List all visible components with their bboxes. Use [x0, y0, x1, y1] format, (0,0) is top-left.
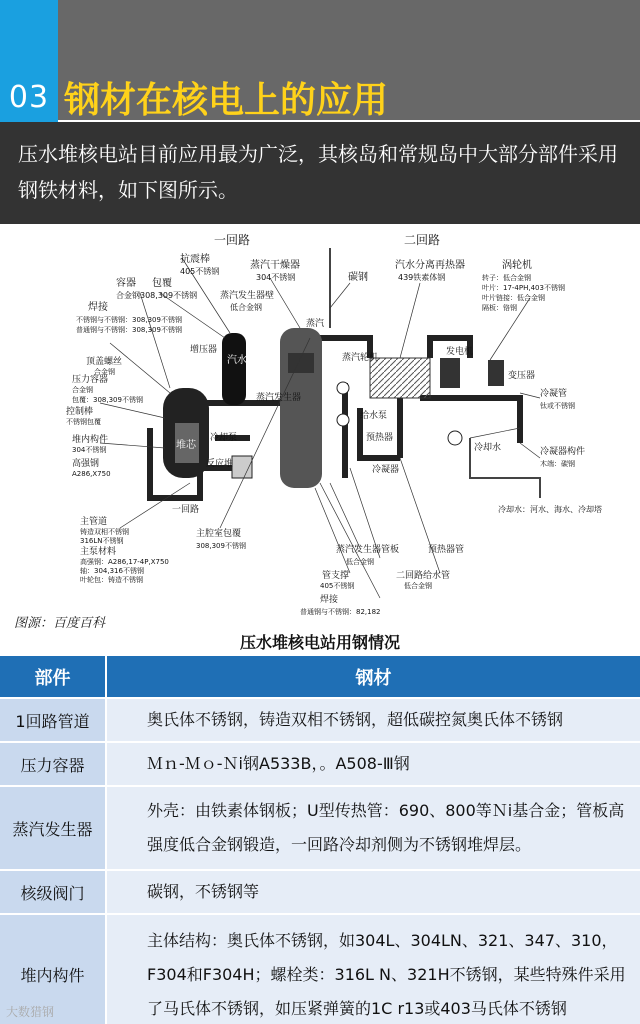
label-cooling-water: 冷却水 — [474, 443, 502, 453]
cell-steel: 奥氏体不锈钢，铸造双相不锈钢，超低碳控氮奥氏体不锈钢 — [106, 698, 640, 742]
table-row — [0, 786, 640, 870]
label-pv-mat1: 合金钢 — [72, 386, 93, 394]
section-number: 03 — [0, 72, 58, 122]
label-ctrl-rod-drive: 控制棒 — [66, 407, 94, 417]
loop1-title: 一回路 — [214, 233, 251, 247]
label-steam: 蒸汽 — [306, 319, 325, 329]
label-main-pipe-mat2: 316LN不锈钢 — [80, 537, 124, 545]
pwr-diagram — [0, 228, 640, 630]
cell-steel: 外壳：由铁素体钢板；U型传热管：690、800等Ｎi基合金；管板高强度低合金钢锻造，一回路冷却剂侧为不锈钢堆焊层。 — [106, 786, 640, 870]
header-part: 部件 — [0, 656, 106, 698]
label-internals-mat: 304不锈钢 — [72, 446, 107, 454]
label-head-bolt: 顶盖螺丝 — [86, 357, 123, 367]
watermark: 大数猎钢 — [6, 1005, 55, 1019]
label-vessel-mat: 合金钢 — [116, 291, 140, 300]
header-steel: 钢材 — [106, 656, 640, 698]
label-steam-dryer-mat: 304不锈钢 — [256, 273, 296, 282]
label-moisture-sep-mat: 439铁素体钢 — [398, 273, 446, 282]
label-moisture-sep: 汽水分离再热器 — [395, 260, 465, 271]
label-cooling-sources: 冷却水：河水、海水、冷却塔 — [498, 505, 602, 514]
label-condenser-parts-mat: 木端：碳钢 — [540, 460, 575, 468]
steam-generator — [280, 328, 322, 488]
label-weld2-mat: 普通钢与不锈钢：82,182 — [300, 608, 381, 616]
label-steam-dryer: 蒸汽干燥器 — [250, 260, 300, 271]
label-head-bolt-mat: 合金钢 — [94, 368, 115, 376]
table-row — [0, 914, 640, 1024]
label-pipe-support-mat: 405不锈钢 — [320, 582, 355, 590]
label-steam-turbine: 蒸汽轮机 — [342, 353, 379, 363]
cell-part: 压力容器 — [0, 742, 106, 786]
label-steam-gen: 蒸汽发生器 — [256, 393, 302, 403]
label-pipe-support: 管支撑 — [322, 571, 350, 581]
cell-steel: Ｍｎ-Ｍｏ-Ｎi钢A533B，。A508-Ⅲ钢 — [106, 742, 640, 786]
label-turbine-mat3: 叶片链接：低合金钢 — [482, 294, 545, 302]
accent-tab — [0, 0, 58, 72]
label-loop2-feed: 二回路给水管 — [396, 571, 451, 581]
table-row — [0, 742, 640, 786]
label-carbon-steel: 碳钢 — [348, 272, 368, 283]
label-condenser-tube: 冷凝管 — [540, 389, 568, 399]
label-feedwater-pump: 给水泵 — [360, 411, 388, 421]
page-title: 钢材在核电上的应用 — [64, 79, 389, 121]
cell-part: 核级阀门 — [0, 870, 106, 914]
label-main-pump-mat1: 高强钢：A286,17-4P,X750 — [80, 558, 169, 566]
label-main-pump-mat2: 轴：304,316不锈钢 — [80, 567, 144, 575]
label-cladding-mat: 308,309不锈钢 — [140, 291, 198, 300]
label-turbine: 涡轮机 — [502, 260, 532, 271]
transformer-body — [488, 360, 504, 386]
label-weld2: 焊接 — [320, 595, 339, 605]
label-weld: 焊接 — [88, 302, 108, 313]
label-ctrl-rod-drive-mat: 不锈钢包覆 — [66, 418, 101, 426]
label-main-pump-mat: 主泵材料 — [80, 547, 117, 557]
intro-text: 压水堆核电站目前应用最为广泛，其核岛和常规岛中大部分部件采用钢铁材料，如下图所示。 — [0, 122, 640, 224]
label-sg-shell-mat: 低合金钢 — [230, 303, 262, 312]
table-title: 压水堆核电站用钢情况 — [239, 633, 400, 652]
pwr-diagram-svg — [0, 228, 640, 630]
label-loop1-bottom: 一回路 — [172, 505, 200, 515]
cell-steel: 碳钢，不锈钢等 — [106, 870, 640, 914]
generator-body — [440, 358, 460, 388]
label-main-pipe: 主管道 — [80, 517, 108, 527]
label-weld-mat2: 普通钢与不锈钢：308,309不锈钢 — [76, 326, 182, 334]
label-loop2-feed-mat: 低合金钢 — [404, 582, 432, 590]
label-control-rod-mat: 405不锈钢 — [180, 267, 220, 276]
section-title-row — [0, 72, 640, 122]
label-main-pump-mat3: 叶轮包：铸造不锈钢 — [80, 576, 143, 584]
image-source: 图源：百度百科 — [14, 616, 106, 631]
label-sg-tubesheet-mat: 低合金钢 — [346, 558, 374, 566]
label-weld-mat1: 不锈钢与不锈钢：308,309不锈钢 — [76, 316, 182, 324]
label-vessel: 容器 — [116, 278, 136, 289]
label-turbine-mat4: 隔板：铬钢 — [482, 304, 517, 312]
core-label: 堆芯 — [176, 440, 196, 451]
label-coolant-pump: 冷却泵 — [210, 433, 238, 443]
label-hs-steel-mat: A286,X750 — [72, 470, 111, 478]
label-condenser: 冷凝器 — [372, 465, 400, 475]
label-pressure-vessel: 压力容器 — [72, 375, 109, 385]
label-preheater: 预热器 — [366, 433, 394, 443]
label-turbine-mat1: 转子：低合金钢 — [482, 274, 531, 282]
steel-usage-table — [0, 656, 640, 1024]
label-control-rod: 抗震棒 — [180, 254, 210, 265]
steam-vessel-label: 汽水 — [227, 355, 247, 366]
pressurizer-tank — [222, 333, 246, 405]
label-sg-shell: 蒸汽发生器壁 — [220, 291, 275, 301]
turbine-body — [370, 358, 430, 398]
label-turbine-mat2: 叶片：17-4PH,403不锈钢 — [482, 284, 565, 292]
label-transformer: 变压器 — [508, 371, 536, 381]
label-hs-steel: 高强钢 — [72, 459, 100, 469]
label-pv-mat2: 包覆：308,309不锈钢 — [72, 396, 143, 404]
label-condenser-tube-mat: 钛或不锈钢 — [540, 402, 575, 410]
cell-steel: 主体结构：奥氏体不锈钢，如304L、304LN、321、347、310，F304和F304H；螺栓类：316L N、321H不锈钢，某些特殊件采用了马氏体不锈钢，如压紧弹簧的1C r13或403马氏体不锈钢 — [106, 914, 640, 1024]
label-condenser-parts: 冷凝器构件 — [540, 447, 586, 457]
label-generator: 发电机 — [446, 347, 474, 357]
label-preheat-pipe: 预热器管 — [428, 545, 465, 555]
label-reactor: 反应堆 — [206, 459, 234, 469]
label-internals: 堆内构件 — [72, 435, 109, 445]
label-cladding: 包覆 — [152, 278, 172, 289]
cell-part: 1回路管道 — [0, 698, 106, 742]
table-row — [0, 698, 640, 742]
cell-part: 蒸汽发生器 — [0, 786, 106, 870]
table-row — [0, 870, 640, 914]
cooling-pump — [448, 431, 462, 445]
label-sg-tubesheet: 蒸汽发生器管板 — [336, 545, 400, 555]
label-main-chamber-mat: 308,309不锈钢 — [196, 542, 246, 550]
cell-part: 堆内构件 — [0, 914, 106, 1024]
label-main-chamber: 主腔室包覆 — [196, 529, 242, 539]
label-pressurizer: 增压器 — [190, 345, 218, 355]
loop2-title: 二回路 — [404, 233, 441, 247]
label-main-pipe-mat1: 铸造双相不锈钢 — [80, 528, 129, 536]
